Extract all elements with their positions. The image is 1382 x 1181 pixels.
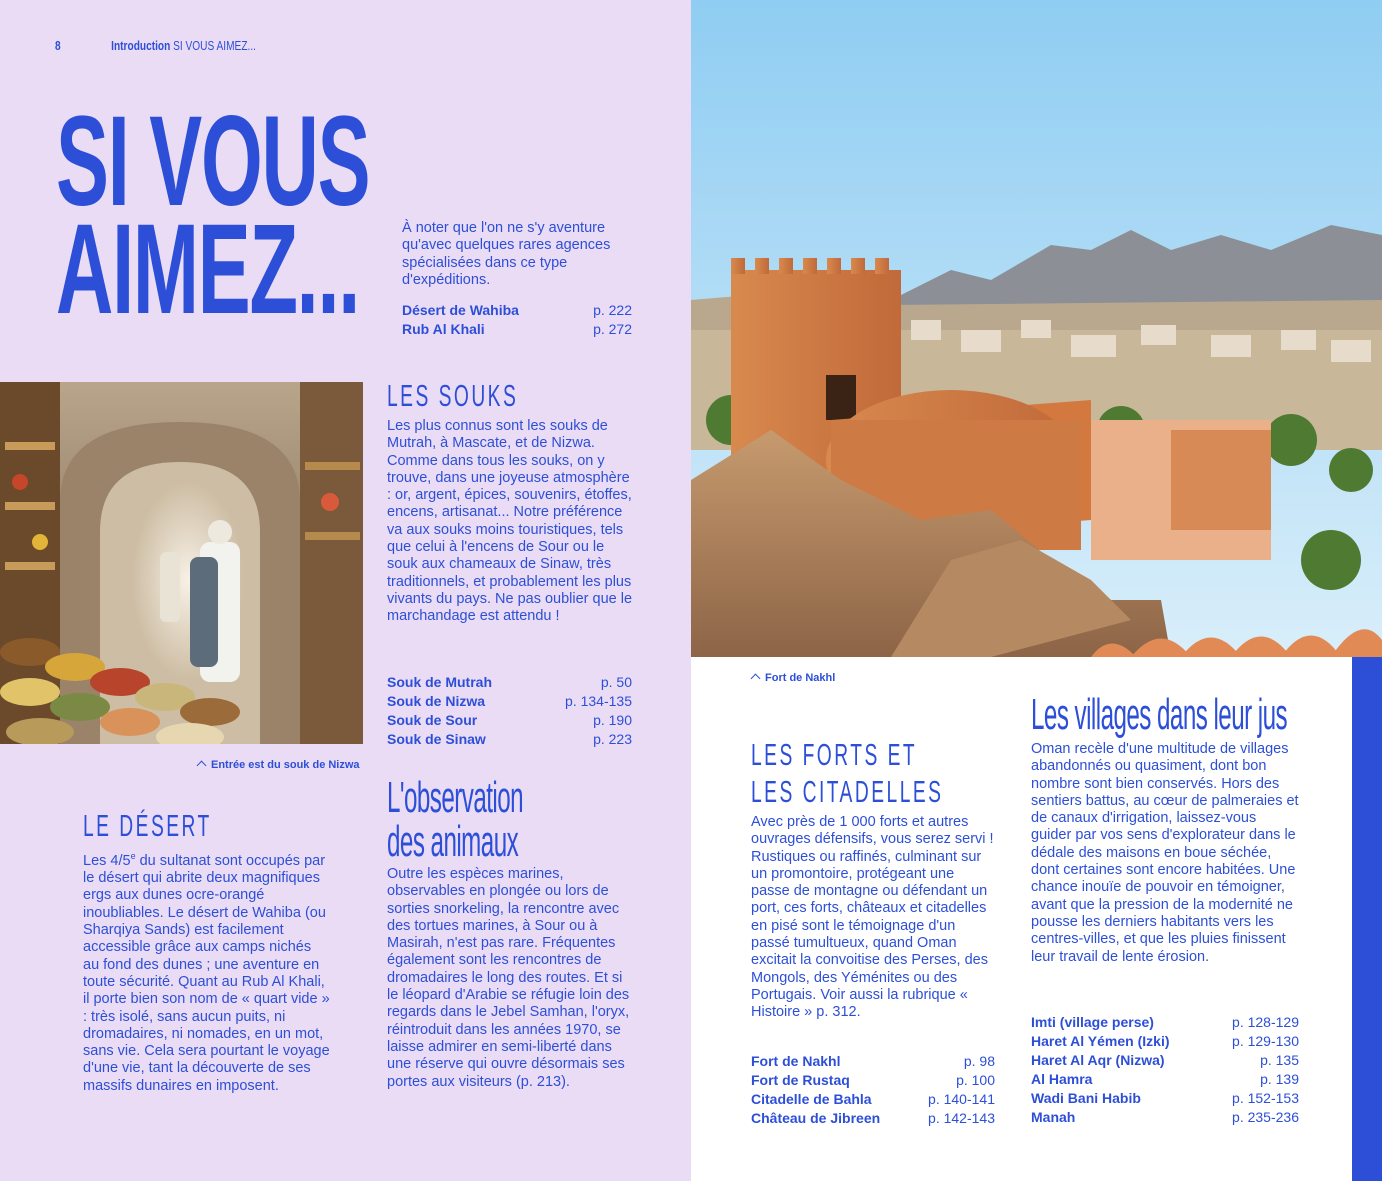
forts-refs <box>751 1052 995 1128</box>
forts-body: Avec près de 1 000 forts et autres ouvrages défensifs, vous serez servi ! Rustiques ou raffinés, culminant sur un promontoire, protégeant une passe de montagne ou défendant un port, ces forts, châteaux et citadelles en pisé sont le témoignage d'un passé tumultueux, quand Oman excitait la convoitise des Perses, des Mongols, des Yéménites ou des Portugais. Voir aussi la rubrique « Histoire » p. 312. <box>751 814 994 1021</box>
ref-name: Citadelle de Bahla <box>751 1091 872 1107</box>
ref-name: Manah <box>1031 1109 1076 1125</box>
ref-page: p. 50 <box>600 674 632 690</box>
ref-row <box>751 1090 995 1109</box>
ref-name: Fort de Nakhl <box>751 1053 841 1069</box>
souks-heading: LES SOUKS <box>387 378 519 413</box>
ref-name: Désert de Wahiba <box>402 302 519 318</box>
desert-body-text: du sultanat sont occupés par le désert qui abrite deux magnifiques ergs aux dunes ocre-orangé inoubliables. Le désert de Wahiba (ou Sharqiya Sands) est facilement accessible grâce aux camps nichés au fond des dunes ; une aventure en toute sécurité. Quant au Rub Al Khali, il porte bien son nom de « quart vide » : très isolé, sans aucun puits, ni dromadaires, ni nomades, en un mot, sans vie. Cela sera pourtant le voyage d'une vie, tant la découverte de ses massifs dunaires en imposent. <box>83 852 330 1094</box>
animals-heading-line-2: des animaux <box>387 817 519 866</box>
ref-name: Haret Al Yémen (Izki) <box>1031 1033 1170 1049</box>
animals-heading-line-1: L'observation <box>387 773 524 822</box>
ref-row <box>1031 1108 1299 1127</box>
desert-refs <box>402 301 632 339</box>
ref-name: Imti (village perse) <box>1031 1014 1154 1030</box>
superscript: e <box>130 851 136 861</box>
desert-heading: LE DÉSERT <box>83 808 212 843</box>
villages-heading: Les villages dans leur jus <box>1031 690 1288 739</box>
fort-photo <box>691 0 1382 657</box>
ref-name: Al Hamra <box>1031 1071 1093 1087</box>
animals-heading <box>387 773 524 866</box>
header-subsection: SI VOUS AIMEZ... <box>173 38 256 53</box>
side-color-bar <box>1352 657 1382 1181</box>
ref-page: p. 152-153 <box>1232 1090 1299 1106</box>
caption-text: Fort de Nakhl <box>765 672 836 684</box>
ref-page: p. 134-135 <box>565 693 632 709</box>
animals-body: Outre les espèces marines, observables en plongée ou lors de sorties snorkeling, la rencontre avec des tortues marines, à Sour ou à Masirah, n'est pas rare. Fréquentes également sont les rencontres de dromadaires le long des routes. Et si le léopard d'Arabie se réfugie loin des regards dans le Jebel Samhan, l'oryx, réintroduit dans les années 1970, se laisse admirer en semi-liberté dans une réserve qui ouvre désormais ses portes aux visiteurs (p. 213). <box>387 866 630 1090</box>
page-title <box>56 90 370 341</box>
ref-row <box>402 301 632 320</box>
ref-page: p. 140-141 <box>928 1091 995 1107</box>
ref-name: Souk de Sinaw <box>387 731 486 747</box>
ref-row <box>751 1071 995 1090</box>
forts-heading-line-2: LES CITADELLES <box>751 774 944 809</box>
forts-heading <box>751 736 943 810</box>
ref-row <box>387 692 632 711</box>
caption-text: Entrée est du souk de Nizwa <box>211 759 360 771</box>
running-header <box>55 38 256 53</box>
caret-up-icon <box>751 674 761 684</box>
ref-page: p. 222 <box>593 302 632 318</box>
villages-refs <box>1031 1013 1299 1127</box>
ref-page: p. 142-143 <box>928 1110 995 1126</box>
ref-name: Souk de Nizwa <box>387 693 486 709</box>
ref-row <box>751 1109 995 1128</box>
ref-page: p. 98 <box>963 1053 995 1069</box>
ref-row <box>387 730 632 749</box>
ref-row <box>1031 1032 1299 1051</box>
fort-photo-caption <box>752 672 835 684</box>
ref-name: Château de Jibreen <box>751 1110 881 1126</box>
ref-row <box>387 673 632 692</box>
ref-row <box>387 711 632 730</box>
souk-photo <box>0 382 363 744</box>
desert-note: À noter que l'on ne s'y aventure qu'avec quelques rares agences spécialisées dans ce type d'expéditions. <box>402 220 611 288</box>
souk-photo-image <box>0 382 363 744</box>
ref-page: p. 100 <box>956 1072 995 1088</box>
ref-row <box>1031 1013 1299 1032</box>
ref-page: p. 272 <box>593 321 632 337</box>
ref-row <box>1031 1051 1299 1070</box>
ref-page: p. 139 <box>1260 1071 1299 1087</box>
ref-page: p. 190 <box>593 712 632 728</box>
ref-name: Wadi Bani Habib <box>1031 1090 1141 1106</box>
caret-up-icon <box>197 761 207 771</box>
ref-page: p. 129-130 <box>1232 1033 1299 1049</box>
desert-body <box>83 848 331 1095</box>
title-line-2: AIMEZ... <box>56 198 360 341</box>
fort-photo-image <box>691 0 1382 657</box>
ref-name: Rub Al Khali <box>402 321 485 337</box>
header-section: Introduction <box>111 38 171 53</box>
ref-row <box>1031 1089 1299 1108</box>
forts-heading-line-1: LES FORTS ET <box>751 737 918 772</box>
souks-refs <box>387 673 632 749</box>
ref-page: p. 135 <box>1260 1052 1299 1068</box>
ref-page: p. 235-236 <box>1232 1109 1299 1125</box>
ref-name: Souk de Sour <box>387 712 478 728</box>
ref-row <box>402 320 632 339</box>
ref-row <box>751 1052 995 1071</box>
ref-page: p. 128-129 <box>1232 1014 1299 1030</box>
souk-photo-caption <box>198 759 360 771</box>
ref-page: p. 223 <box>593 731 632 747</box>
villages-body: Oman recèle d'une multitude de villages abandonnés ou quasiment, dont bon nombre sont bien conservés. Hors des sentiers battus, au cœur de palmeraies et de canaux d'irrigation, laissez-vous guider par vos sens d'explorateur dans le dédale des maisons en boue séchée, dont certaines sont encore habitées. Une chance inouïe de pouvoir en témoigner, avant que la pression de la modernité ne pousse les derniers habitants vers les centres-villes, et que les pluies finissent leur travail de lente érosion. <box>1031 741 1299 965</box>
page-number: 8 <box>55 38 61 53</box>
ref-name: Fort de Rustaq <box>751 1072 850 1088</box>
souks-body: Les plus connus sont les souks de Mutrah, à Mascate, et de Nizwa. Comme dans tous les souks, on y trouve, dans une joyeuse atmosphère : or, argent, épices, souvenirs, étoffes, encens, artisanat... Notre préférence va aux souks moins touristiques, tels que celui à l'encens de Sour ou le souk aux chameaux de Sinaw, très traditionnels, et probablement les plus vivants du pays. Ne pas oublier que le marchandage est attendu ! <box>387 418 633 625</box>
ref-row <box>1031 1070 1299 1089</box>
ref-name: Souk de Mutrah <box>387 674 493 690</box>
title-line-1: SI VOUS <box>56 90 370 233</box>
desert-body-start: Les 4/5 <box>83 852 131 869</box>
ref-name: Haret Al Aqr (Nizwa) <box>1031 1052 1165 1068</box>
